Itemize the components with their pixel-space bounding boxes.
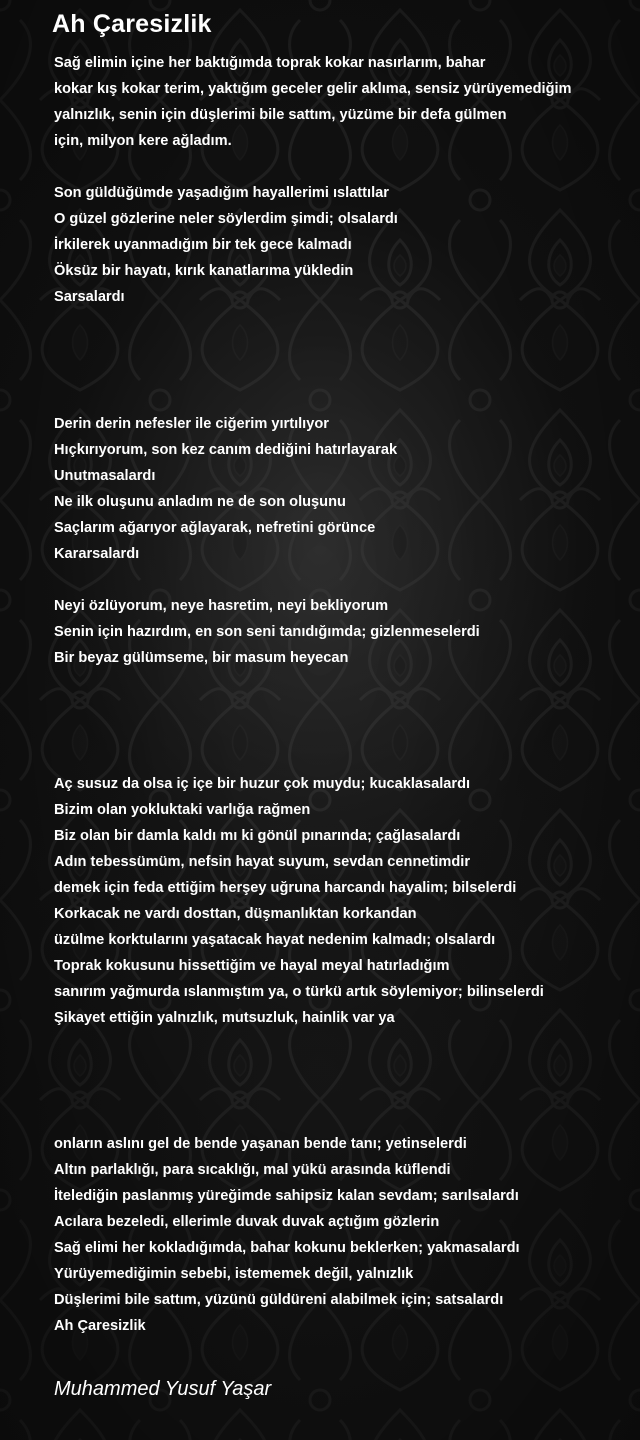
- poem-line: demek için feda ettiğim herşey uğruna harcandı hayalim; bilselerdi: [54, 880, 517, 896]
- poem-title: Ah Çaresizlik: [52, 10, 212, 38]
- poem-line: Derin derin nefesler ile ciğerim yırtılıyor: [54, 416, 329, 432]
- poem-line: Bizim olan yokluktaki varlığa rağmen: [54, 802, 311, 818]
- stanza-6: [54, 1131, 634, 1339]
- poem-line: Hıçkırıyorum, son kez canım dediğini hatırlayarak: [54, 442, 398, 458]
- poem-line: İrkilerek uyanmadığım bir tek gece kalmadı: [54, 237, 352, 253]
- poem-line: Toprak kokusunu hissettiğim ve hayal meyal hatırladığım: [54, 958, 450, 974]
- poem-line: Son güldüğümde yaşadığım hayallerimi ıslattılar: [54, 185, 389, 201]
- stanza-2: [54, 180, 634, 310]
- poem-line: kokar kış kokar terim, yaktığım geceler gelir aklıma, sensiz yürüyemediğim: [54, 81, 572, 97]
- poem-line: Biz olan bir damla kaldı mı ki gönül pınarında; çağlasalardı: [54, 828, 461, 844]
- poem-line: Unutmasalardı: [54, 468, 156, 484]
- poem-line: Neyi özlüyorum, neye hasretim, neyi bekliyorum: [54, 598, 389, 614]
- poem-author: Muhammed Yusuf Yaşar: [54, 1378, 272, 1400]
- poem-line: Adın tebessümüm, nefsin hayat suyum, sevdan cennetimdir: [54, 854, 471, 870]
- poem-line: Şikayet ettiğin yalnızlık, mutsuzluk, hainlik var ya: [54, 1010, 395, 1026]
- poem-line: O güzel gözlerine neler söylerdim şimdi; olsalardı: [54, 211, 398, 227]
- poem-line: onların aslını gel de bende yaşanan bende tanı; yetinselerdi: [54, 1136, 467, 1152]
- poem-line: sanırım yağmurda ıslanmıştım ya, o türkü artık söylemiyor; bilinselerdi: [54, 984, 544, 1000]
- stanza-4: [54, 593, 634, 671]
- poem-line: Altın parlaklığı, para sıcaklığı, mal yükü arasında küflendi: [54, 1162, 451, 1178]
- poem-line: Ne ilk oluşunu anladım ne de son oluşunu: [54, 494, 346, 510]
- poem-line: Kararsalardı: [54, 546, 140, 562]
- poem-line: Bir beyaz gülümseme, bir masum heyecan: [54, 650, 349, 666]
- poem-line: Sarsalardı: [54, 289, 125, 305]
- poem-line: Sağ elimin içine her baktığımda toprak kokar nasırlarım, bahar: [54, 55, 486, 71]
- poem-line: Korkacak ne vardı dosttan, düşmanlıktan korkandan: [54, 906, 417, 922]
- stanza-1: [54, 50, 634, 154]
- stanza-3: [54, 411, 634, 567]
- poem-line: Düşlerimi bile sattım, yüzünü güldüreni alabilmek için; satsalardı: [54, 1292, 504, 1308]
- poem-line: Acılara bezeledi, ellerimle duvak duvak açtığım gözlerin: [54, 1214, 440, 1230]
- poem-line: yalnızlık, senin için düşlerimi bile sattım, yüzüme bir defa gülmen: [54, 107, 507, 123]
- stanza-5: [54, 771, 634, 1031]
- poem-line: için, milyon kere ağladım.: [54, 133, 232, 149]
- poem-line: üzülme korktularını yaşatacak hayat nedenim kalmadı; olsalardı: [54, 932, 496, 948]
- poem-line: Yürüyemediğimin sebebi, istememek değil, yalnızlık: [54, 1266, 414, 1282]
- poem-line: Öksüz bir hayatı, kırık kanatlarıma yükledin: [54, 263, 354, 279]
- poem-line: Ah Çaresizlik: [54, 1318, 146, 1334]
- poem-line: Sağ elimi her kokladığımda, bahar kokunu beklerken; yakmasalardı: [54, 1240, 520, 1256]
- poem-line: Senin için hazırdım, en son seni tanıdığımda; gizlenmeselerdi: [54, 624, 480, 640]
- poem-line: Aç susuz da olsa iç içe bir huzur çok muydu; kucaklasalardı: [54, 776, 471, 792]
- poem-line: Saçlarım ağarıyor ağlayarak, nefretini görünce: [54, 520, 376, 536]
- poem-line: İtelediğin paslanmış yüreğimde sahipsiz kalan sevdam; sarılsalardı: [54, 1188, 519, 1204]
